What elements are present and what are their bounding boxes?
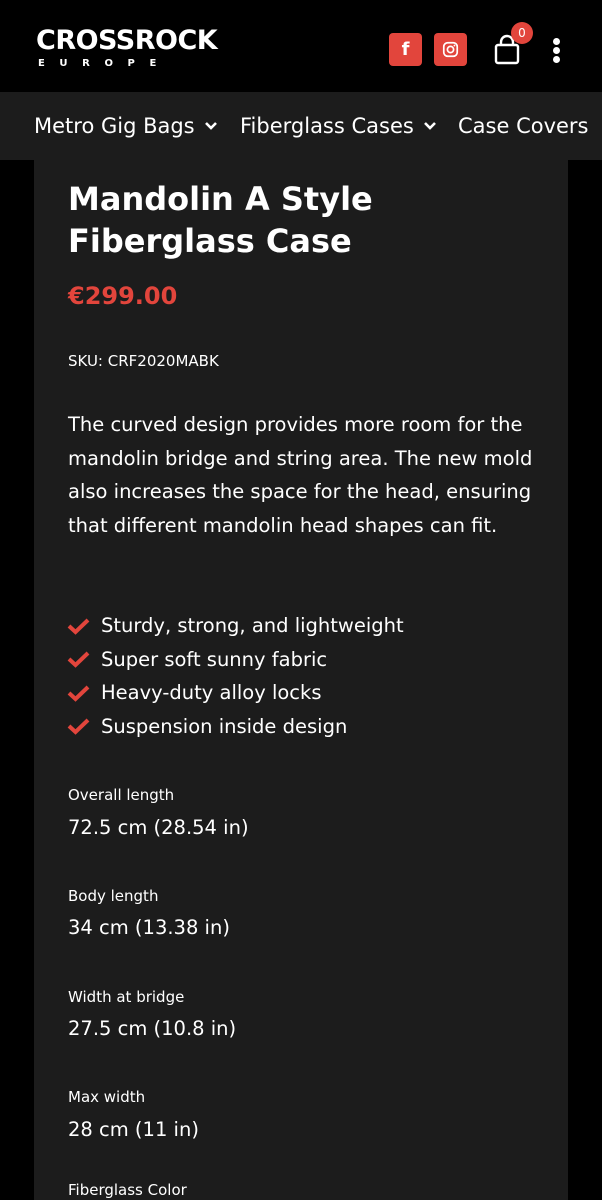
nav-item-fiberglass-cases[interactable] [240, 92, 437, 160]
checkmark-icon [66, 617, 91, 635]
feature-item [66, 609, 404, 643]
spec-value-body-length: 34 cm (13.38 in) [68, 916, 230, 939]
instagram-button[interactable] [434, 33, 467, 66]
more-menu-button[interactable] [551, 38, 563, 64]
spec-label-overall-length: Overall length [68, 786, 175, 804]
checkmark-icon [66, 717, 91, 735]
spec-value-width-at-bridge: 27.5 cm (10.8 in) [68, 1017, 237, 1040]
checkmark-icon [66, 684, 91, 702]
product-title: Mandolin A Style Fiberglass Case [68, 180, 373, 260]
category-nav [0, 92, 602, 160]
feature-text: Super soft sunny fabric [101, 647, 328, 671]
feature-list [66, 609, 404, 743]
spec-label-fiberglass-color: Fiberglass Color [68, 1181, 187, 1199]
feature-text: Suspension inside design [101, 714, 348, 738]
feature-text: Heavy-duty alloy locks [101, 681, 322, 705]
nav-item-case-covers[interactable] [458, 92, 589, 160]
site-logo[interactable]: CROSSROCK [36, 25, 218, 56]
nav-item-metro-gig-bags[interactable] [34, 92, 218, 160]
spec-value-max-width: 28 cm (11 in) [68, 1118, 199, 1141]
product-price: €299.00 [68, 282, 178, 310]
feature-item [66, 643, 404, 677]
spec-label-width-at-bridge: Width at bridge [68, 988, 185, 1006]
checkmark-icon [66, 650, 91, 668]
facebook-button[interactable] [389, 33, 422, 66]
site-logo-subtitle: EUROPE [38, 58, 171, 69]
spec-value-overall-length: 72.5 cm (28.54 in) [68, 816, 249, 839]
nav-item-label: Case Covers [458, 114, 589, 138]
product-sku: SKU: CRF2020MABK [68, 352, 219, 370]
chevron-down-icon [204, 121, 218, 131]
more-dots-icon [553, 38, 560, 45]
nav-item-label: Metro Gig Bags [34, 114, 195, 138]
product-description: The curved design provides more room for the mandolin bridge and string area. The new mold also increases the space for the head, ensuring that different mandolin head shapes can fit. [68, 413, 533, 537]
top-header [0, 0, 602, 92]
nav-item-label: Fiberglass Cases [240, 114, 414, 138]
spec-label-max-width: Max width [68, 1088, 146, 1106]
facebook-icon: f [401, 38, 410, 60]
feature-item [66, 710, 404, 744]
chevron-down-icon [423, 121, 437, 131]
instagram-icon [442, 41, 459, 58]
cart-count-badge: 0 [511, 22, 533, 44]
spec-label-body-length: Body length [68, 887, 159, 905]
feature-item [66, 676, 404, 710]
feature-text: Sturdy, strong, and lightweight [101, 614, 404, 638]
